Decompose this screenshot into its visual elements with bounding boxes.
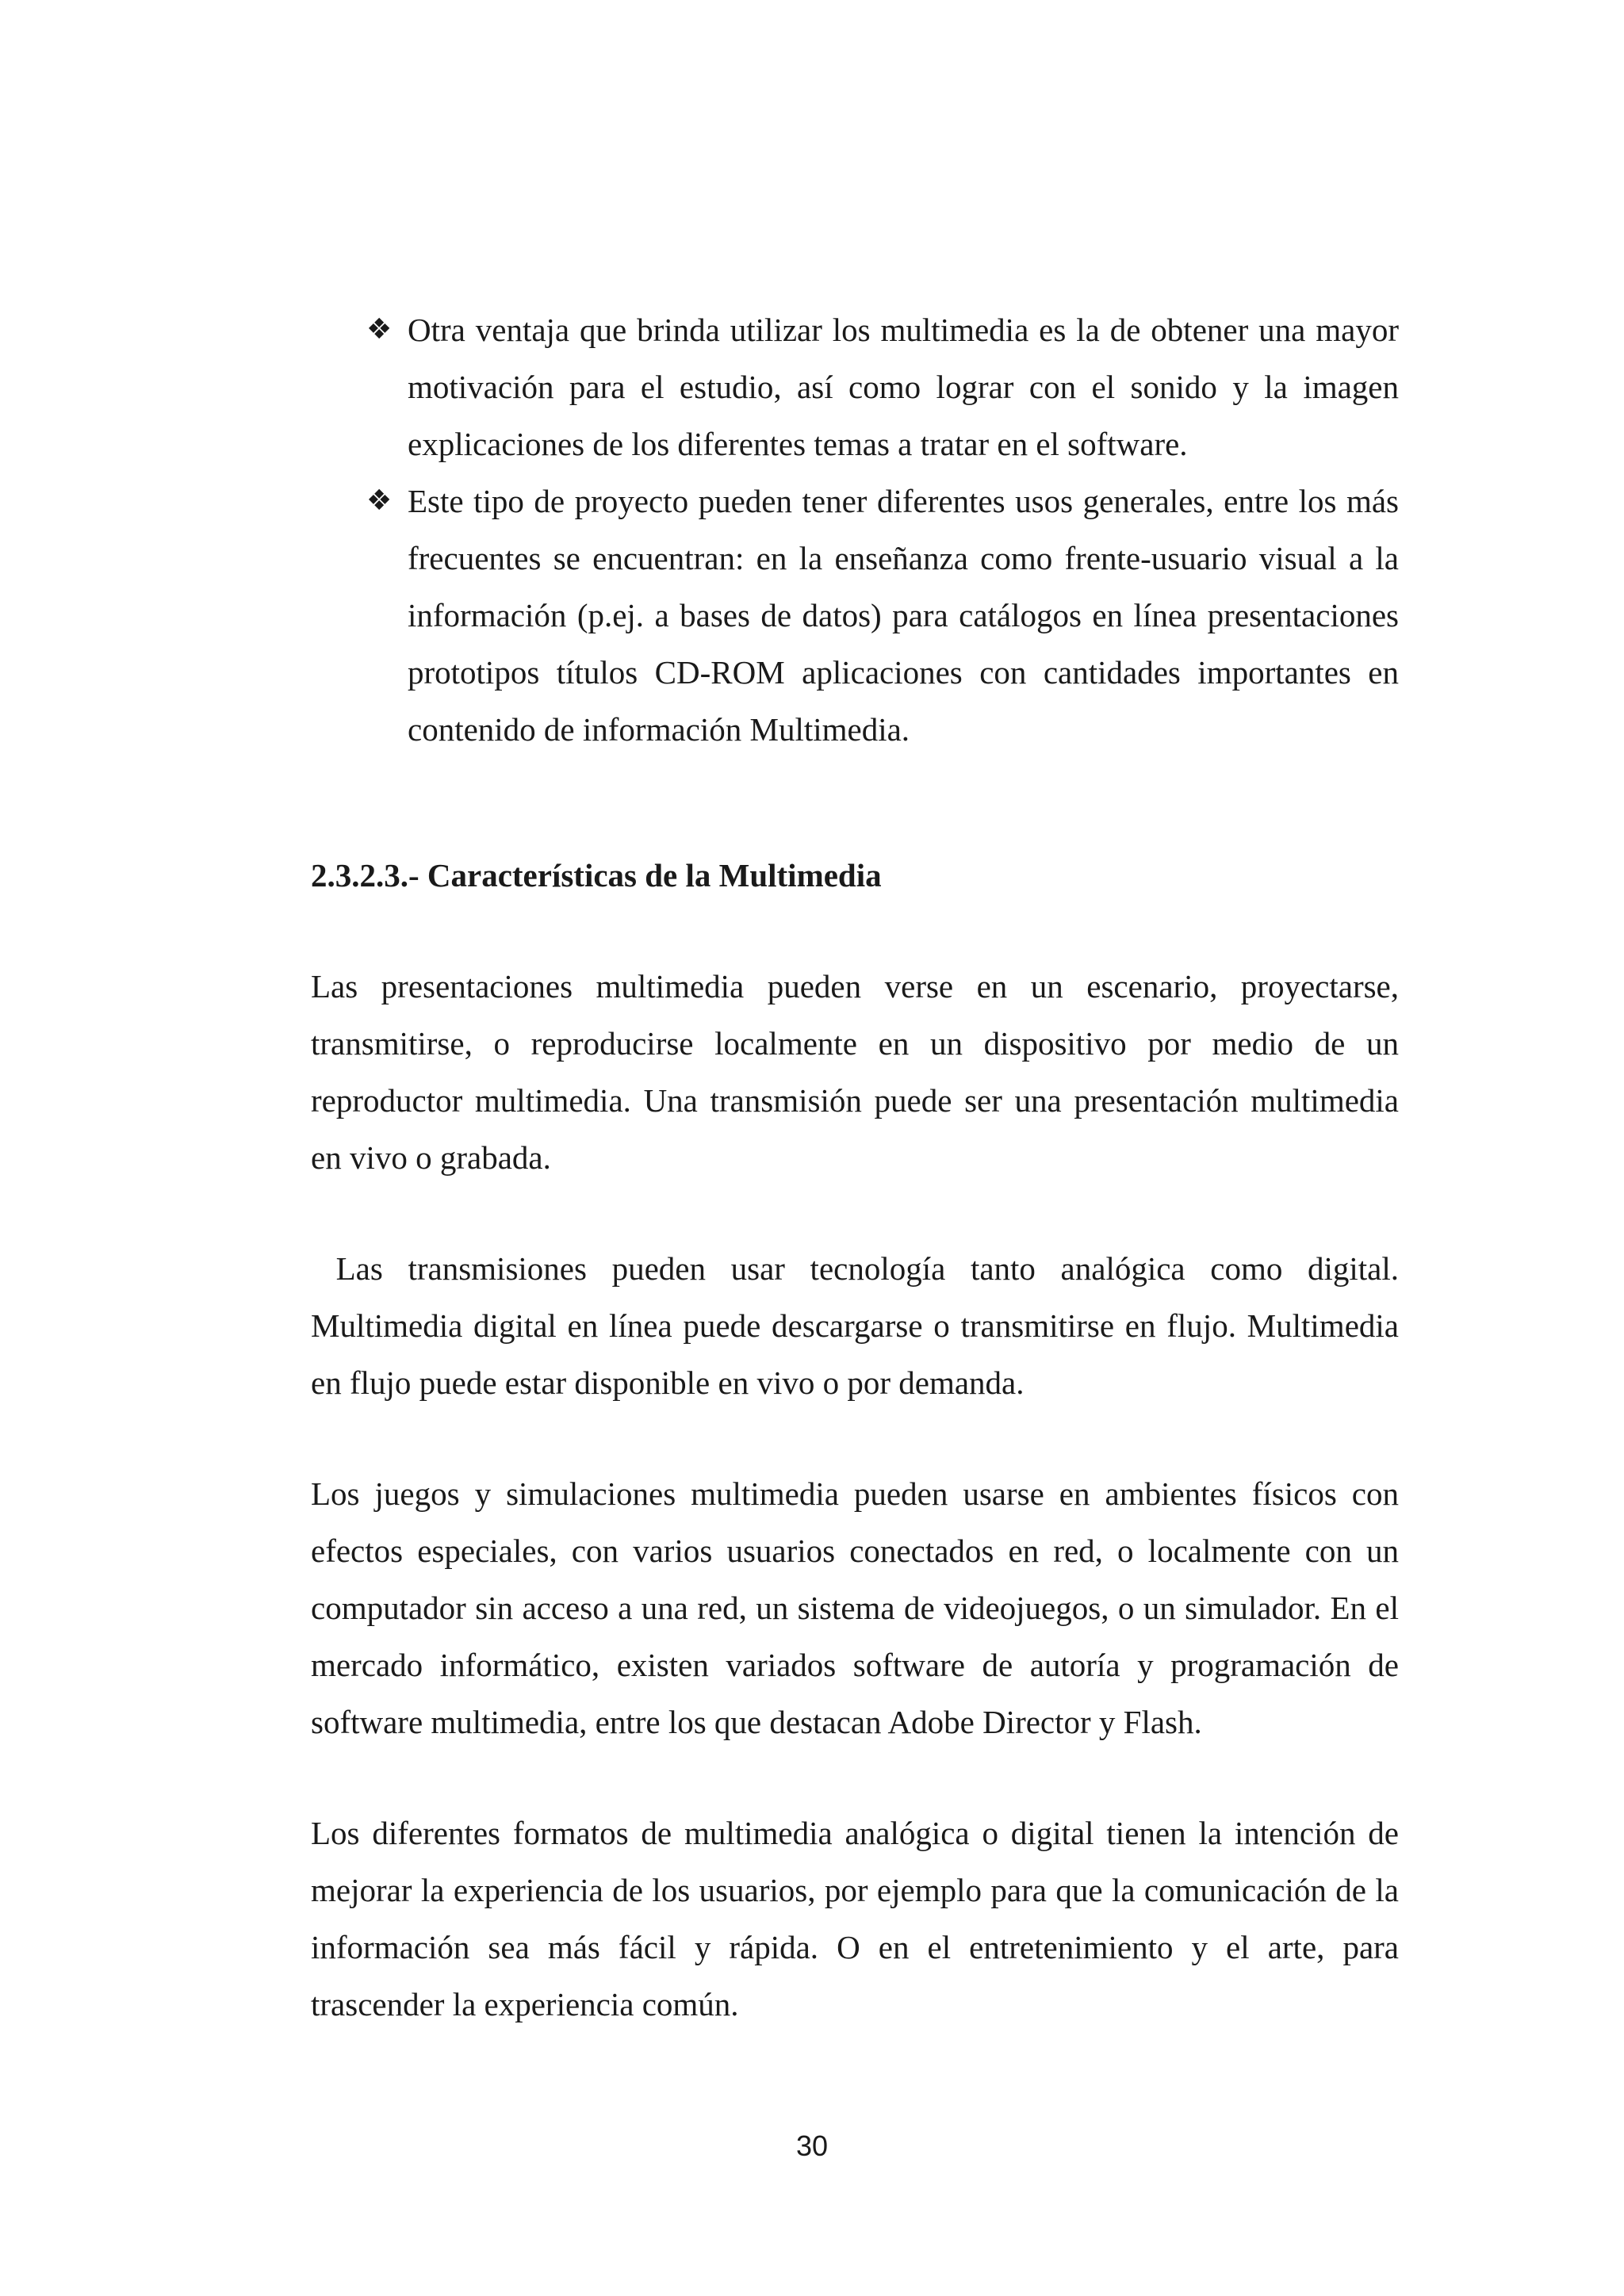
diamond-bullet-icon: ❖ bbox=[366, 313, 393, 346]
paragraph: Las presentaciones multimedia pueden verse en un escenario, proyectarse, transmitirse, o reproducirse localmente en un dispositivo por medio de un reproductor multimedia. Una transmisión puede ser una presentación multimedia en vivo o grabada. bbox=[311, 968, 1399, 1176]
paragraph: Los diferentes formatos de multimedia analógica o digital tienen la intención de mejorar la experiencia de los usuarios, por ejemplo para que la comunicación de la información sea más fácil y rápida. O en el entretenimiento y el arte, para trascender la experiencia común. bbox=[311, 1815, 1399, 2022]
page-number: 30 bbox=[795, 2130, 829, 2162]
bullet-text: Este tipo de proyecto pueden tener diferentes usos generales, entre los más frecuentes se encuentran: en la enseñanza como frente-usuario visual a la información (p.ej. a bases de datos) para catálogos en línea presentaciones prototipos títulos CD-ROM aplicaciones con cantidades importantes en contenido de información Multimedia. bbox=[408, 483, 1399, 748]
bullet-item bbox=[311, 301, 1399, 473]
paragraph: Los juegos y simulaciones multimedia pueden usarse en ambientes físicos con efectos especiales, con varios usuarios conectados en red, o localmente con un computador sin acceso a una red, un sistema de videojuegos, o un simulador. En el mercado informático, existen variados software de autoría y programación de software multimedia, entre los que destacan Adobe Director y Flash. bbox=[311, 1475, 1399, 1740]
document-body bbox=[311, 301, 1408, 2033]
bullet-text: Otra ventaja que brinda utilizar los multimedia es la de obtener una mayor motivación para el estudio, así como lograr con el sonido y la imagen explicaciones de los diferentes temas a tratar en el software. bbox=[408, 312, 1399, 462]
bullet-list bbox=[311, 301, 1399, 758]
section-heading: 2.3.2.3.- Características de la Multimedia bbox=[311, 857, 882, 894]
paragraph: Las transmisiones pueden usar tecnología tanto analógica como digital. Multimedia digital en línea puede descargarse o transmitirse en flujo. Multimedia en flujo puede estar disponible en vivo o por demanda. bbox=[311, 1250, 1408, 1401]
diamond-bullet-icon: ❖ bbox=[366, 484, 393, 517]
bullet-item bbox=[311, 473, 1399, 758]
